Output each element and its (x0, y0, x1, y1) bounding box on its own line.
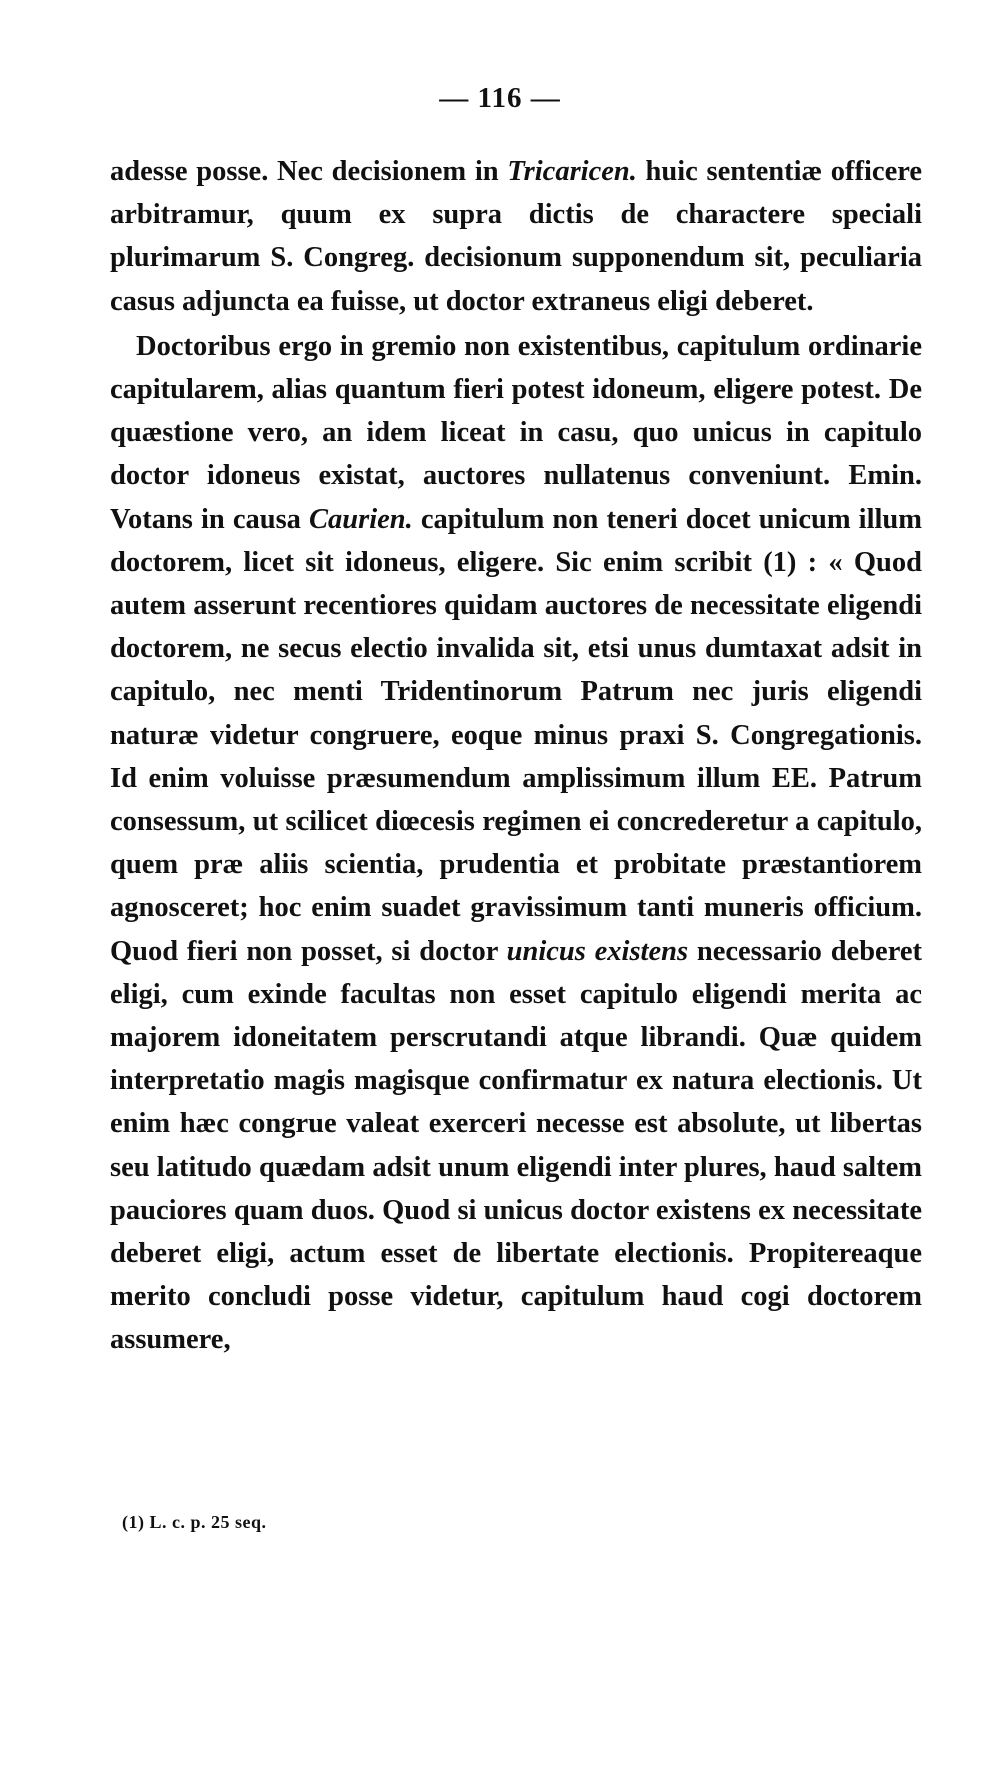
paragraph-2-text-a: Doctoribus ergo in gremio non existentibus, capitulum ordinarie capitularem, alias quantum fieri potest idoneum, eligere potest. De quæstione vero, an idem liceat in casu, quo unicus in capitulo doctor idoneus existat, auctores nullatenus conveniunt. Emin. Votans in causa (110, 330, 922, 535)
paragraph-2-text-c: necessario deberet eligi, cum exinde facultas non esset capitulo eligendi merita ac majorem idoneitatem perscrutandi atque librandi. Quæ quidem interpretatio magis magisque confirmatur ex natura electionis. Ut enim hæc congrue valeat exerceri necesse est absolute, ut libertas seu latitudo quædam adsit unum eligendi inter plures, haud saltem pauciores quam duos. Quod si unicus doctor existens ex necessitate deberet eligi, actum esset de libertate electionis. Propitereaque merito concludi posse videtur, capitulum haud cogi doctorem assumere, (110, 935, 922, 1356)
body-text (110, 150, 922, 1362)
paragraph-2 (110, 325, 922, 1362)
paragraph-1 (110, 150, 922, 323)
paragraph-1-text-b: huic sententiæ officere arbitramur, quum ex supra dictis de charactere speciali plurimarum S. Congreg. decisionum supponendum sit, peculiaria casus adjuncta ea fuisse, ut doctor extraneus eligi deberet. (110, 156, 923, 317)
emphasis-unicus-existens: unicus existens (506, 935, 689, 967)
citation-tricaricen: Tricaricen. (507, 156, 637, 187)
paragraph-1-text-a: adesse posse. Nec decisionem in (110, 156, 508, 187)
citation-caurien: Caurien. (309, 503, 413, 535)
paragraph-2-text-b: capitulum non teneri docet unicum illum doctorem, licet sit idoneus, eligere. Sic enim scribit (1) : « Quod autem asserunt recentiores quidam auctores de necessitate eligendi doctorem, ne secus electio invalida sit, etsi unus dumtaxat adsit in capitulo, nec menti Tridentinorum Patrum nec juris eligendi naturæ videtur congruere, eoque minus praxi S. Congregationis. Id enim voluisse præsumendum amplissimum illum EE. Patrum consessum, ut scilicet diœcesis regimen ei concrederetur a capitulo, quem præ aliis scientia, prudentia et probitate præstantiorem agnosceret; hoc enim suadet gravissimum tanti muneris officium. Quod fieri non posset, si doctor (110, 503, 922, 967)
footnote: (1) L. c. p. 25 seq. (122, 1512, 267, 1532)
page-number: — 116 — (439, 82, 561, 114)
